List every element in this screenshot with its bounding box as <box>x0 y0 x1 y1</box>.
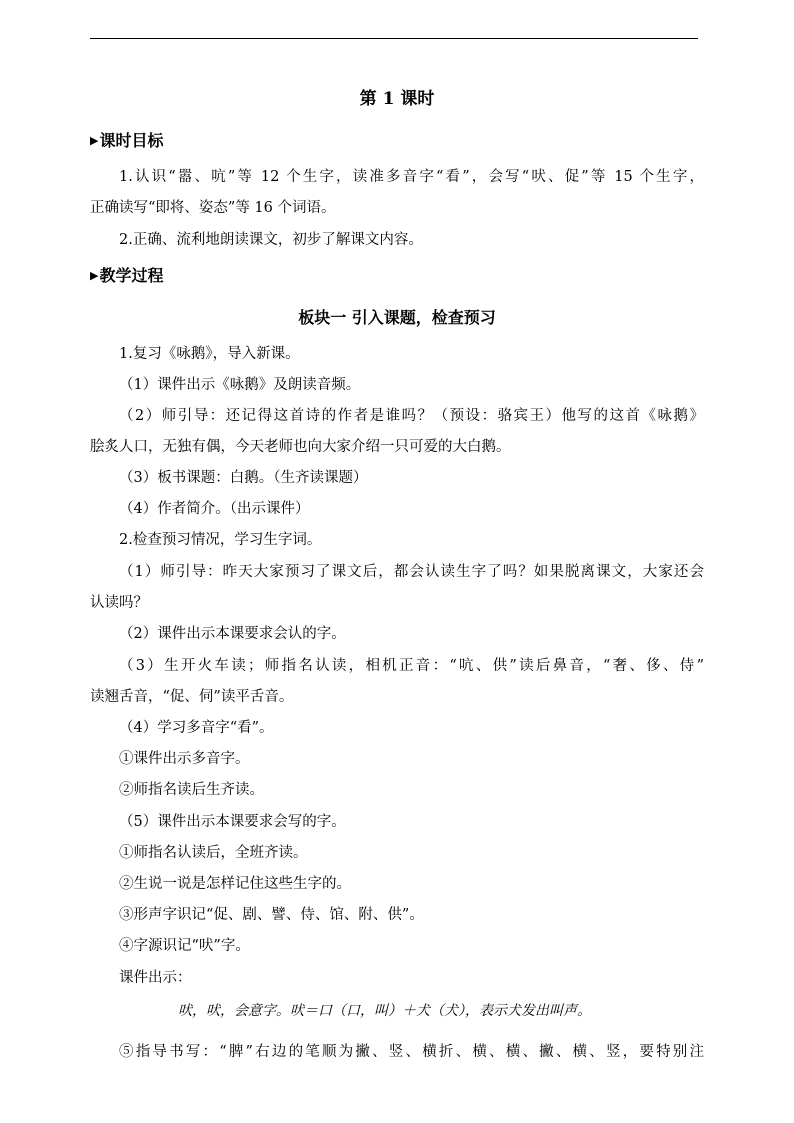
block-title: 板块一 引入课题，检查预习 <box>298 308 496 327</box>
process-line: ②生说一说是怎样记住这些生字的。 <box>119 876 351 892</box>
section-heading-process <box>90 263 163 286</box>
process-line: 脍炙人口，无独有偶，今天老师也向大家介绍一只可爱的大白鹅。 <box>90 439 511 455</box>
process-line: 课件出示： <box>119 970 192 986</box>
process-line: （3）板书课题：白鹅。（生齐读课题） <box>119 470 368 486</box>
process-line: 1.复习《咏鹅》，导入新课。 <box>119 346 300 362</box>
process-line: （2）师引导：还记得这首诗的作者是谁吗？（预设：骆宾王）他写的这首《咏鹅》 <box>119 408 704 424</box>
process-line: （3）生开火车读；师指名认读，相机正音：“吭、供”读后鼻音，“奢、侈、侍” <box>119 658 704 674</box>
process-line: ④字源识记“吠”字。 <box>119 938 250 954</box>
etymology-line: 吠，吠，会意字。吠＝口（口，叫）＋犬（犬），表示犬发出叫声。 <box>178 1003 591 1019</box>
process-line: ③形声字识记“促、剧、譬、侍、馆、附、供”。 <box>119 907 424 923</box>
objective-line-1: 1.认识“嚣、吭”等 12 个生字，读准多音字“看”，会写“吠、促”等 15 个生字， <box>119 169 704 185</box>
page-title: 第 1 课时 <box>359 89 435 109</box>
process-line: （5）课件出示本课要求会写的字。 <box>119 814 346 830</box>
process-line: ⑤指导书写：“脾”右边的笔顺为撇、竖、横折、横、横、撇、横、竖，要特别注 <box>119 1044 704 1060</box>
process-line: ①师指名认读后，全班齐读。 <box>119 845 308 861</box>
triangle-bullet-icon: ▶ <box>90 269 99 282</box>
triangle-bullet-icon: ▶ <box>90 134 99 147</box>
section-heading-objectives <box>90 128 163 151</box>
process-line: 读翘舌音，“促、伺”读平舌音。 <box>90 689 294 705</box>
process-line: （1）课件出示《咏鹅》及朗读音频。 <box>119 377 361 393</box>
process-line: （4）作者简介。（出示课件） <box>119 501 310 517</box>
objective-line-3: 2.正确、流利地朗读课文，初步了解课文内容。 <box>119 232 423 248</box>
process-line: （4）学习多音字“看”。 <box>119 720 274 736</box>
section-heading-label: 课时目标 <box>99 131 164 150</box>
process-line: 认读吗？ <box>90 595 148 611</box>
process-line: ②师指名读后生齐读。 <box>119 782 264 798</box>
process-line: ①课件出示多音字。 <box>119 751 250 767</box>
header-rule <box>90 38 698 39</box>
objective-line-2: 正确读写“即将、姿态”等 16 个词语。 <box>90 200 336 216</box>
process-line: 2.检查预习情况，学习生字词。 <box>119 532 322 548</box>
process-line: （2）课件出示本课要求会认的字。 <box>119 626 346 642</box>
process-line: （1）师引导：昨天大家预习了课文后，都会认读生字了吗？如果脱离课文，大家还会 <box>119 564 704 580</box>
section-heading-label: 教学过程 <box>99 266 164 285</box>
